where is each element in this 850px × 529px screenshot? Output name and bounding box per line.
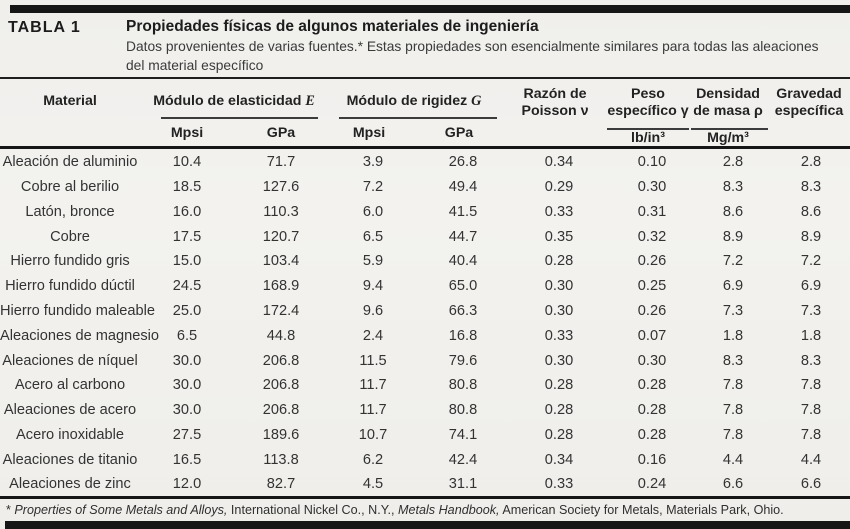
value-cell: 44.8 (266, 327, 296, 344)
value-cell: 7.3 (800, 302, 822, 319)
value-cell: 0.25 (637, 278, 667, 295)
table-row (0, 224, 850, 249)
value-cell: 11.7 (359, 402, 387, 419)
value-cell: 0.30 (544, 352, 574, 369)
value-cell: 26.8 (448, 154, 478, 171)
rigidity-group-underline (339, 117, 497, 119)
value-cell: 206.8 (262, 352, 300, 369)
value-cell: 7.8 (722, 402, 744, 419)
value-cell: 2.4 (362, 327, 384, 344)
value-cell: 16.8 (448, 327, 478, 344)
value-cell: 168.9 (262, 278, 300, 295)
value-cell: 8.3 (722, 352, 744, 369)
value-cell: 7.8 (722, 426, 744, 443)
value-cell: 6.5 (362, 228, 384, 245)
value-cell: 110.3 (263, 203, 299, 220)
value-cell: 0.35 (544, 228, 574, 245)
elasticity-unit-mpsi: Mpsi (170, 125, 204, 141)
table-row (0, 175, 850, 200)
value-cell: 11.5 (359, 352, 387, 369)
value-cell: 0.30 (637, 179, 667, 196)
table-row (0, 373, 850, 398)
material-name-cell: Aleaciones de magnesio (0, 327, 160, 344)
value-cell: 6.5 (176, 327, 198, 344)
mass-density-unit: Mg/m³ (707, 130, 749, 146)
value-cell: 7.8 (800, 377, 822, 394)
material-name-cell: Latón, bronce (25, 203, 115, 220)
value-cell: 0.28 (544, 426, 574, 443)
value-cell: 6.6 (722, 476, 744, 493)
table-row (0, 299, 850, 324)
rigidity-unit-gpa: GPa (444, 125, 474, 141)
table-row (0, 200, 850, 225)
value-cell: 10.4 (172, 154, 202, 171)
elasticity-symbol: E (305, 93, 315, 109)
column-header-specific-gravity: Gravedad específica (774, 86, 844, 119)
value-cell: 8.3 (722, 179, 744, 196)
value-cell: 82.7 (266, 476, 296, 493)
material-name-cell: Aleaciones de acero (3, 402, 137, 419)
value-cell: 0.28 (637, 426, 667, 443)
value-cell: 6.9 (800, 278, 822, 295)
value-cell: 7.2 (362, 179, 384, 196)
material-name-cell: Cobre al berilio (20, 179, 120, 196)
value-cell: 9.6 (362, 302, 384, 319)
value-cell: 41.5 (448, 203, 478, 220)
value-cell: 40.4 (448, 253, 478, 270)
value-cell: 0.24 (637, 476, 667, 493)
value-cell: 0.33 (544, 327, 574, 344)
bottom-border-bar (5, 521, 850, 529)
material-name-cell: Acero inoxidable (16, 426, 124, 443)
value-cell: 8.6 (722, 203, 744, 220)
table-row (0, 274, 850, 299)
elasticity-unit-gpa: GPa (266, 125, 296, 141)
value-cell: 0.28 (544, 402, 574, 419)
footnote-source-title-1: Properties of Some Metals and Alloys, (14, 503, 228, 517)
value-cell: 6.0 (362, 203, 384, 220)
value-cell: 30.0 (172, 402, 202, 419)
value-cell: 2.8 (722, 154, 744, 171)
value-cell: 2.8 (800, 154, 822, 171)
table-row (0, 348, 850, 373)
top-border-bar (10, 5, 850, 13)
table-bottom-rule (0, 496, 850, 499)
value-cell: 17.5 (172, 228, 202, 245)
value-cell: 6.9 (722, 278, 744, 295)
column-group-rigidity: Módulo de rigidez G (346, 93, 482, 109)
specific-weight-unit: lb/in³ (631, 130, 665, 146)
value-cell: 120.7 (262, 228, 300, 245)
table-subtitle (126, 38, 841, 75)
source-footnote: * Properties of Some Metals and Alloys, International Nickel Co., N.Y., Metals Handbook, American Society for Metals, Materials Park, Ohio. (6, 503, 784, 517)
subtitle-line-1: Datos provenientes de varias fuentes.* Estas propiedades son esencialmente similares para todas las aleaciones (126, 39, 819, 54)
material-name-cell: Hierro fundido maleable (0, 302, 155, 319)
value-cell: 172.4 (262, 302, 300, 319)
value-cell: 30.0 (172, 377, 202, 394)
value-cell: 189.6 (262, 426, 300, 443)
value-cell: 103.4 (262, 253, 300, 270)
value-cell: 6.6 (800, 476, 822, 493)
column-group-elasticity: Módulo de elasticidad E (153, 93, 315, 109)
rigidity-unit-mpsi: Mpsi (352, 125, 386, 141)
material-name-cell: Aleaciones de titanio (2, 451, 138, 468)
value-cell: 0.30 (544, 302, 574, 319)
column-header-mass-density: Densidad de masa ρ (693, 86, 763, 119)
value-cell: 8.3 (800, 352, 822, 369)
value-cell: 1.8 (800, 327, 822, 344)
value-cell: 71.7 (266, 154, 296, 171)
value-cell: 42.4 (448, 451, 478, 468)
value-cell: 127.6 (262, 179, 300, 196)
value-cell: 8.6 (800, 203, 822, 220)
value-cell: 4.5 (362, 476, 384, 493)
value-cell: 0.34 (544, 451, 574, 468)
value-cell: 0.28 (544, 253, 574, 270)
column-header-material: Material (43, 93, 97, 109)
value-cell: 31.1 (448, 476, 478, 493)
value-cell: 0.33 (544, 203, 574, 220)
materials-table (0, 150, 850, 497)
value-cell: 7.2 (800, 253, 822, 270)
material-name-cell: Hierro fundido gris (10, 253, 130, 270)
value-cell: 206.8 (262, 377, 300, 394)
table-row (0, 150, 850, 175)
value-cell: 3.9 (362, 154, 384, 171)
value-cell: 0.30 (637, 352, 667, 369)
value-cell: 4.4 (800, 451, 822, 468)
value-cell: 0.29 (544, 179, 574, 196)
value-cell: 0.16 (637, 451, 667, 468)
value-cell: 80.8 (448, 377, 478, 394)
material-name-cell: Aleaciones de níquel (2, 352, 138, 369)
footnote-source-title-2: Metals Handbook, (398, 503, 500, 517)
material-name-cell: Hierro fundido dúctil (5, 278, 135, 295)
value-cell: 7.2 (722, 253, 744, 270)
value-cell: 0.10 (637, 154, 667, 171)
value-cell: 0.32 (637, 228, 667, 245)
value-cell: 0.31 (637, 203, 667, 220)
value-cell: 79.6 (448, 352, 478, 369)
header-divider-rule (0, 146, 850, 149)
value-cell: 7.8 (800, 402, 822, 419)
value-cell: 0.28 (544, 377, 574, 394)
material-name-cell: Acero al carbono (14, 377, 126, 394)
value-cell: 0.30 (544, 278, 574, 295)
material-name-cell: Aleaciones de zinc (9, 476, 131, 493)
elasticity-group-underline (161, 117, 318, 119)
title-divider-rule (0, 77, 850, 79)
value-cell: 5.9 (362, 253, 384, 270)
value-cell: 0.28 (637, 402, 667, 419)
table-row (0, 447, 850, 472)
material-name-cell: Cobre (50, 228, 90, 245)
value-cell: 0.26 (637, 253, 667, 270)
subtitle-line-2: del material específico (126, 57, 264, 73)
value-cell: 8.9 (722, 228, 744, 245)
value-cell: 80.8 (448, 402, 478, 419)
table-row (0, 398, 850, 423)
table-column-headers (0, 80, 850, 147)
table-row (0, 422, 850, 447)
value-cell: 74.1 (448, 426, 478, 443)
value-cell: 44.7 (448, 228, 478, 245)
value-cell: 15.0 (172, 253, 202, 270)
material-name-cell: Aleación de aluminio (2, 154, 138, 171)
value-cell: 0.28 (637, 377, 667, 394)
value-cell: 206.8 (262, 402, 300, 419)
value-cell: 11.7 (359, 377, 387, 394)
value-cell: 12.0 (172, 476, 202, 493)
value-cell: 1.8 (722, 327, 744, 344)
value-cell: 0.26 (637, 302, 667, 319)
value-cell: 8.3 (800, 179, 822, 196)
value-cell: 7.8 (722, 377, 744, 394)
value-cell: 24.5 (172, 278, 202, 295)
table-row (0, 249, 850, 274)
column-header-specific-weight: Peso específico γ (607, 86, 689, 119)
value-cell: 25.0 (172, 302, 202, 319)
value-cell: 6.2 (362, 451, 384, 468)
value-cell: 0.34 (544, 154, 574, 171)
value-cell: 65.0 (448, 278, 478, 295)
table-tag: TABLA 1 (8, 19, 81, 36)
value-cell: 113.8 (263, 451, 299, 468)
table-row (0, 472, 850, 497)
value-cell: 49.4 (448, 179, 478, 196)
value-cell: 0.07 (637, 327, 667, 344)
value-cell: 9.4 (362, 278, 384, 295)
table-row (0, 323, 850, 348)
value-cell: 7.8 (800, 426, 822, 443)
value-cell: 4.4 (722, 451, 744, 468)
value-cell: 18.5 (172, 179, 202, 196)
value-cell: 27.5 (172, 426, 202, 443)
value-cell: 0.33 (544, 476, 574, 493)
value-cell: 66.3 (448, 302, 478, 319)
footnote-asterisk: * (6, 503, 15, 517)
value-cell: 16.0 (172, 203, 202, 220)
value-cell: 10.7 (358, 426, 388, 443)
table-title: Propiedades físicas de algunos materiales de ingeniería (126, 18, 539, 35)
table-body (0, 150, 850, 497)
rigidity-symbol: G (471, 93, 482, 109)
value-cell: 16.5 (172, 451, 202, 468)
value-cell: 7.3 (722, 302, 744, 319)
value-cell: 8.9 (800, 228, 822, 245)
value-cell: 30.0 (172, 352, 202, 369)
column-header-poisson: Razón de Poisson ν (521, 86, 589, 119)
